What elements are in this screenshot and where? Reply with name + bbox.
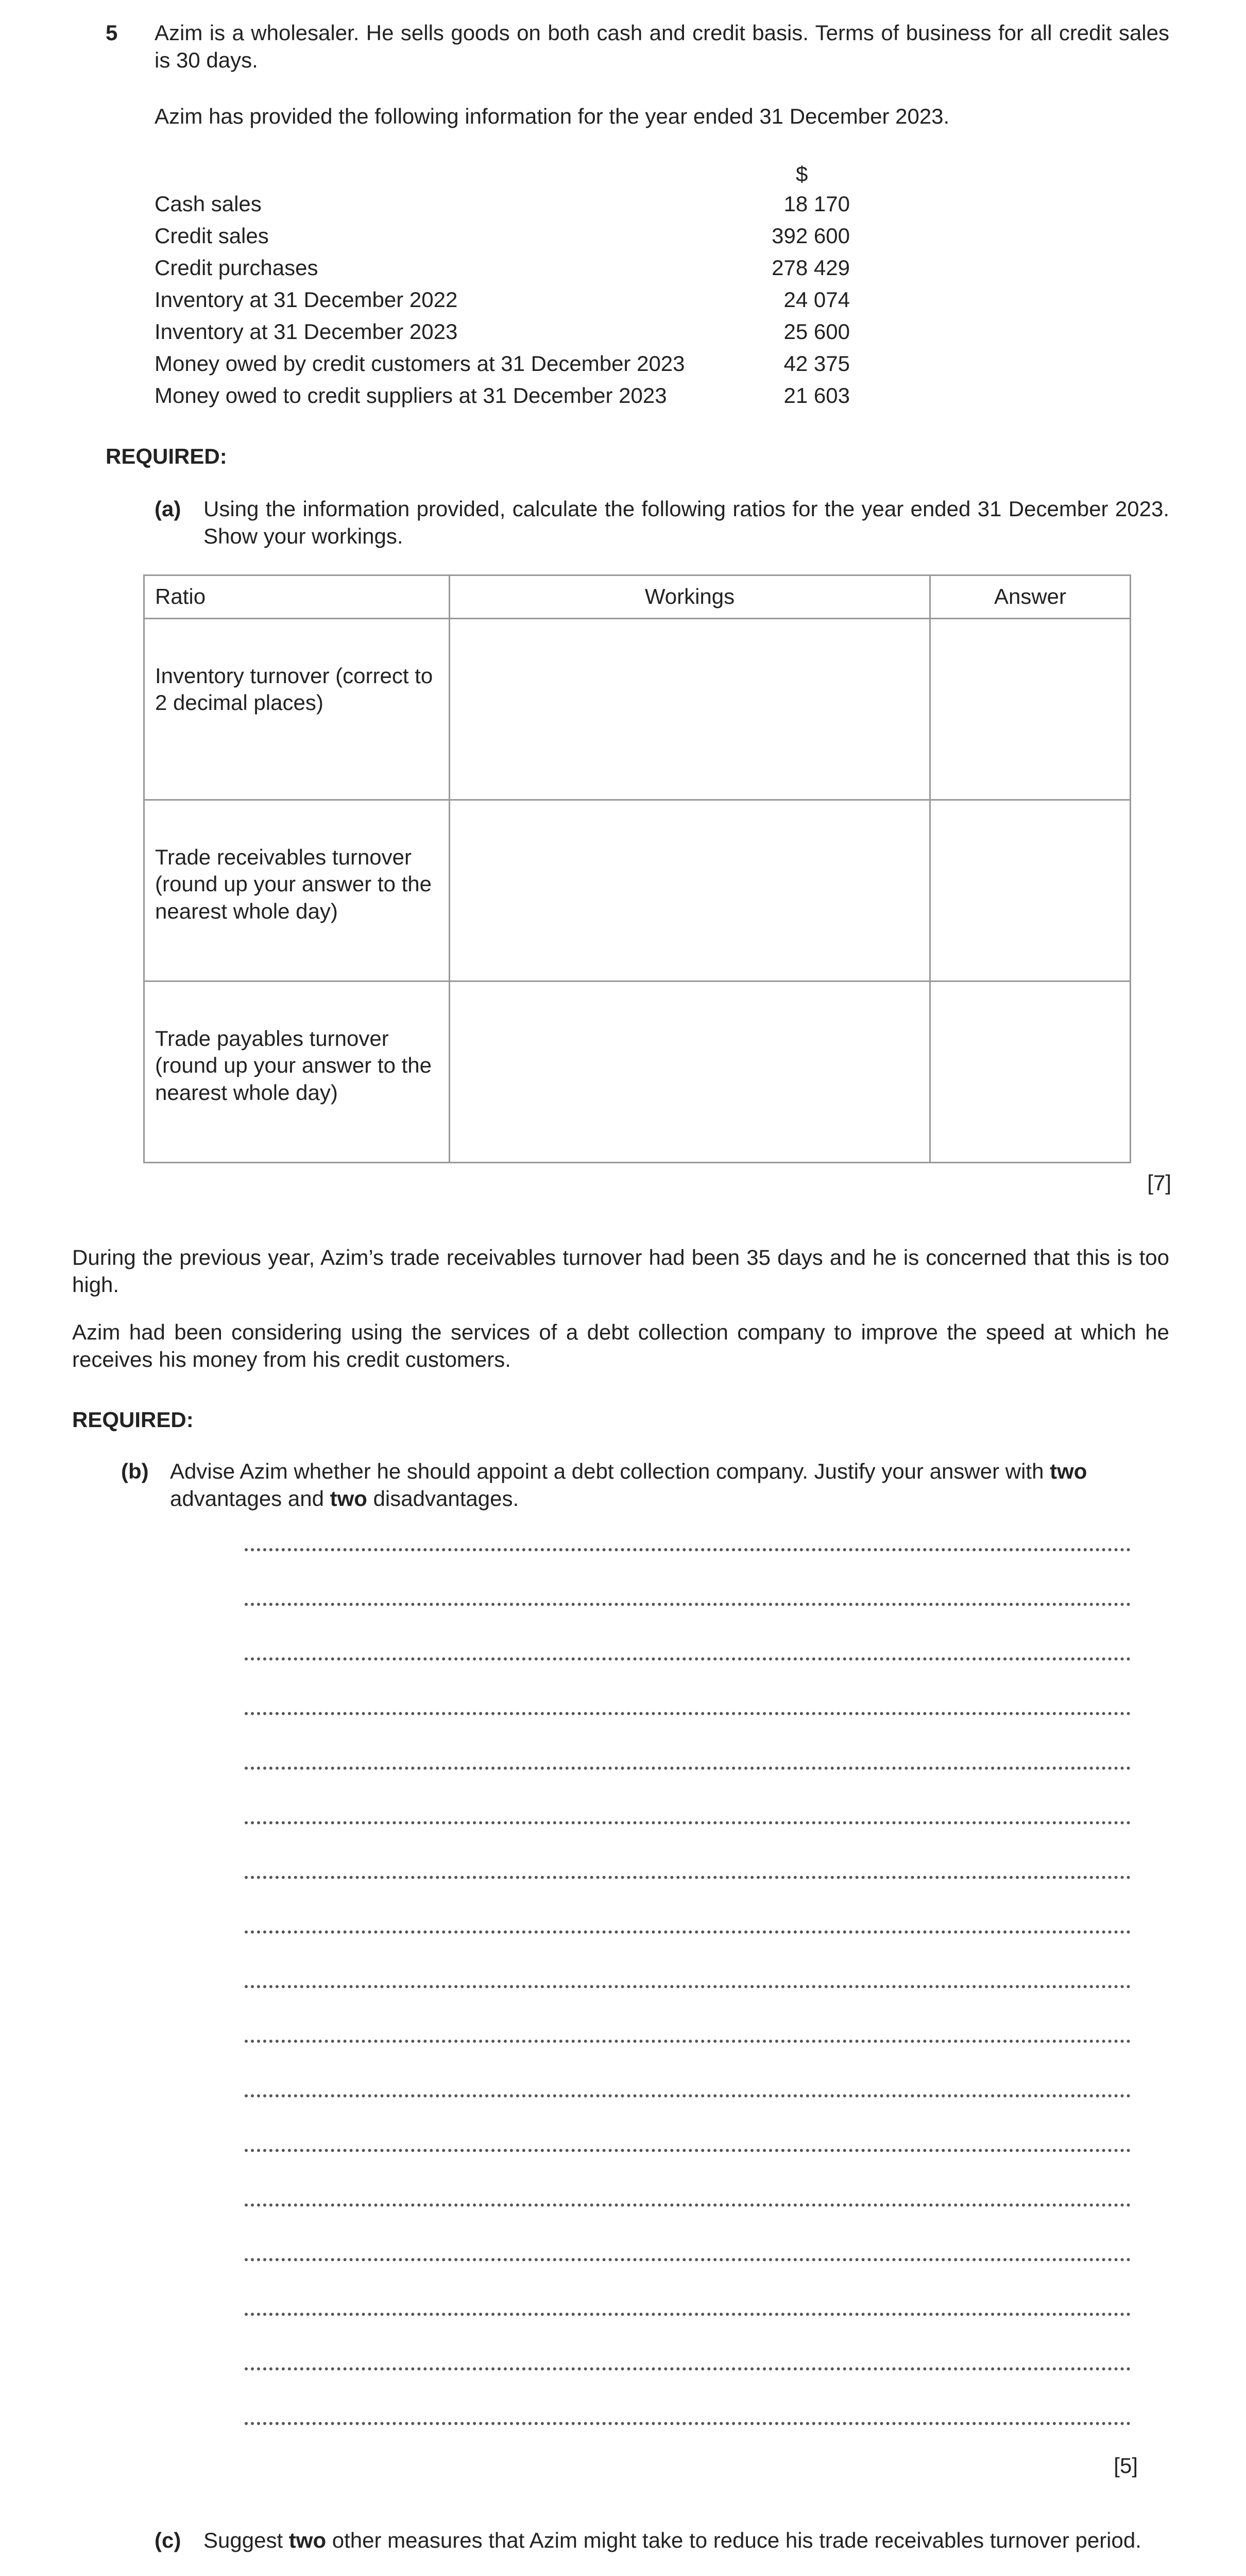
part-b-text-3: disadvantages. (367, 1486, 519, 1511)
info-row-value: 25 600 (783, 319, 850, 344)
part-b-answer-line[interactable] (245, 1930, 1131, 1934)
workings-cell-inventory[interactable] (450, 618, 930, 800)
intro-paragraph-1: Azim is a wholesaler. He sells goods on both cash and credit basis. Terms of business for all credit sales is 30 days. (155, 21, 1169, 72)
part-b-answer-line[interactable] (245, 2149, 1131, 2152)
info-row-label: Inventory at 31 December 2023 (155, 319, 458, 344)
required-heading-b: REQUIRED: (72, 1408, 194, 1432)
info-row-label: Credit sales (155, 224, 269, 248)
info-row-value: 278 429 (772, 256, 850, 280)
intro-paragraph-2: Azim has provided the following information for the year ended 31 December 2023. (155, 104, 950, 128)
part-b-answer-line[interactable] (245, 1712, 1131, 1715)
context-b-paragraph-1: During the previous year, Azim’s trade receivables turnover had been 35 days and he is concerned that this is too high. (72, 1245, 1169, 1297)
ratio-header: Ratio (144, 575, 450, 619)
required-heading-a: REQUIRED: (106, 444, 227, 468)
part-a-text: Using the information provided, calculate the following ratios for the year ended 31 December 2023. Show your workings. (203, 497, 1169, 548)
part-a-marks: [7] (1147, 1171, 1171, 1195)
part-b-answer-line[interactable] (245, 2204, 1131, 2207)
currency-header: $ (796, 162, 808, 186)
part-b-answer-line[interactable] (245, 1767, 1131, 1770)
info-row-value: 392 600 (772, 224, 850, 248)
part-b-answer-line[interactable] (245, 2258, 1131, 2261)
info-row (155, 318, 850, 350)
part-b-bold-2: two (330, 1486, 367, 1511)
info-row (155, 382, 850, 414)
part-c-text-1: Suggest (203, 2528, 289, 2552)
part-c-label: (c) (155, 2528, 181, 2552)
part-b-answer-line[interactable] (245, 2040, 1131, 2043)
info-table (155, 191, 850, 414)
info-row (155, 286, 850, 318)
ratio-table (143, 574, 1131, 1163)
info-row-value: 18 170 (783, 192, 850, 216)
info-row (155, 223, 850, 255)
answer-cell-payables[interactable] (930, 981, 1131, 1162)
part-b-answer-line[interactable] (245, 1821, 1131, 1824)
info-row (155, 255, 850, 286)
part-b-answer-line[interactable] (245, 1548, 1131, 1551)
question-number: 5 (106, 21, 118, 45)
info-row-label: Inventory at 31 December 2022 (155, 287, 458, 312)
part-c-text (203, 2527, 1169, 2554)
ratio-row-receivables: Trade receivables turnover (round up your answer to the nearest whole day) (144, 800, 450, 981)
part-b-label: (b) (121, 1459, 149, 1483)
part-b-text-2: advantages and (170, 1486, 330, 1511)
workings-cell-payables[interactable] (450, 981, 930, 1162)
info-row-value: 21 603 (783, 383, 850, 408)
part-b-text (170, 1458, 1169, 1512)
info-row (155, 350, 850, 382)
workings-header: Workings (450, 575, 930, 619)
info-row-value: 24 074 (783, 287, 850, 312)
part-b-marks: [5] (1114, 2453, 1138, 2478)
part-b-answer-line[interactable] (245, 2313, 1131, 2316)
info-row-label: Money owed to credit suppliers at 31 December 2023 (155, 383, 667, 408)
part-b-bold-1: two (1050, 1459, 1087, 1483)
part-a-label: (a) (155, 497, 181, 521)
part-b-answer-line[interactable] (245, 2094, 1131, 2097)
part-b-answer-line[interactable] (245, 2367, 1131, 2370)
info-row-label: Cash sales (155, 192, 262, 216)
part-b-answer-line[interactable] (245, 2422, 1131, 2425)
answer-cell-receivables[interactable] (930, 800, 1131, 981)
part-b-text-1: Advise Azim whether he should appoint a debt collection company. Justify your answer with (170, 1459, 1050, 1483)
info-row (155, 191, 850, 223)
part-c-text-2: other measures that Azim might take to reduce his trade receivables turnover period. (326, 2528, 1141, 2552)
part-c-bold: two (288, 2528, 327, 2552)
info-row-label: Credit purchases (155, 256, 318, 280)
part-b-answer-line[interactable] (245, 1603, 1131, 1606)
part-b-answer-line[interactable] (245, 1876, 1131, 1879)
context-b-paragraph-2: Azim had been considering using the services of a debt collection company to improve the speed at which he receives his money from his credit customers. (72, 1320, 1169, 1371)
answer-header: Answer (930, 575, 1131, 619)
part-b-answer-line[interactable] (245, 1985, 1131, 1988)
ratio-row-payables: Trade payables turnover (round up your answer to the nearest whole day) (144, 981, 450, 1162)
ratio-row-inventory: Inventory turnover (correct to 2 decimal places) (144, 618, 450, 800)
part-b-answer-line[interactable] (245, 1657, 1131, 1660)
workings-cell-receivables[interactable] (450, 800, 930, 981)
answer-cell-inventory[interactable] (930, 618, 1131, 800)
info-row-label: Money owed by credit customers at 31 December 2023 (155, 351, 685, 376)
info-row-value: 42 375 (783, 351, 850, 376)
